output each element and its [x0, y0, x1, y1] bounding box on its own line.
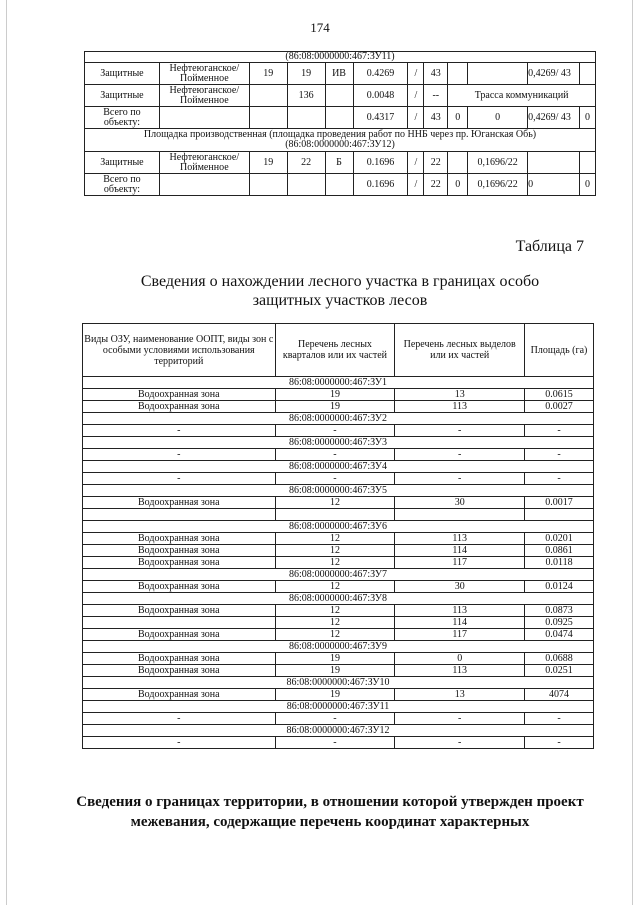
table-cell: Водоохранная зона	[83, 497, 276, 509]
table-cell: Б	[325, 152, 353, 174]
table-cell	[325, 174, 353, 196]
table-cell: /	[408, 174, 424, 196]
table-cell	[249, 85, 287, 107]
table-cell: 0.0017	[525, 497, 594, 509]
table-cell: 113	[395, 401, 525, 413]
table-cell: 19	[249, 152, 287, 174]
table-section-row	[83, 701, 594, 713]
table-cell: 19	[275, 653, 395, 665]
table-cell: 22	[424, 152, 448, 174]
table-section-row	[83, 677, 594, 689]
table-cell: 43	[424, 63, 448, 85]
table-row	[83, 665, 594, 677]
table-cell	[325, 107, 353, 129]
table-cell: 0.0861	[525, 545, 594, 557]
table-cell	[579, 63, 595, 85]
section-cell: 86:08:0000000:467:ЗУ4	[83, 461, 594, 473]
table-cell: 0.1696	[353, 174, 408, 196]
table-cell: 0.4317	[353, 107, 408, 129]
table-cell: 114	[395, 545, 525, 557]
table-row	[83, 473, 594, 485]
table-cell: 0.1696	[353, 152, 408, 174]
table-cell	[287, 174, 325, 196]
section-cell: 86:08:0000000:467:ЗУ6	[83, 521, 594, 533]
table-row	[85, 152, 596, 174]
table-cell	[159, 174, 249, 196]
header-cell: Виды ОЗУ, наименование ООПТ, виды зон с особыми условиями использования территорий	[83, 324, 276, 377]
table-row	[83, 401, 594, 413]
table-cell: 0.0615	[525, 389, 594, 401]
table-cell: -	[525, 713, 594, 725]
table-cell: -	[395, 737, 525, 749]
table-row	[85, 107, 596, 129]
table-cell	[287, 107, 325, 129]
scan-edge-right	[632, 0, 633, 905]
table-cell: 4074	[525, 689, 594, 701]
table-cell: 0	[395, 653, 525, 665]
section-cell: 86:08:0000000:467:ЗУ5	[83, 485, 594, 497]
table-cell: 0.0201	[525, 533, 594, 545]
table-cell: 0.0474	[525, 629, 594, 641]
table-cell: 12	[275, 557, 395, 569]
table-cell: Водоохранная зона	[83, 653, 276, 665]
table-cell: 19	[275, 689, 395, 701]
section-cell: 86:08:0000000:467:ЗУ10	[83, 677, 594, 689]
table-cell: 12	[275, 533, 395, 545]
table-row	[83, 713, 594, 725]
table-row	[83, 425, 594, 437]
table-cell: 30	[395, 497, 525, 509]
table-cell: Водоохранная зона	[83, 665, 276, 677]
table-cell: -	[83, 713, 276, 725]
table-cell: Нефтеюганское/ Пойменное	[159, 85, 249, 107]
table-cell	[468, 63, 528, 85]
table-cell	[448, 63, 468, 85]
section-cell: 86:08:0000000:467:ЗУ11	[83, 701, 594, 713]
table-cell: -	[395, 449, 525, 461]
table-row	[83, 689, 594, 701]
table-header-row	[83, 324, 594, 377]
table-cell: 12	[275, 629, 395, 641]
table-cell: -	[83, 737, 276, 749]
table-row	[83, 449, 594, 461]
protected-areas-table	[82, 323, 594, 749]
table-cell: 136	[287, 85, 325, 107]
header-cell: Перечень лесных кварталов или их частей	[275, 324, 395, 377]
table-section-row	[83, 521, 594, 533]
table-section-row	[83, 569, 594, 581]
section-cell: 86:08:0000000:467:ЗУ3	[83, 437, 594, 449]
section-heading: Сведения о нахождении лесного участка в границах особо защитных участков лесов	[140, 273, 540, 309]
table-cell: 12	[275, 545, 395, 557]
table-cell: -	[525, 449, 594, 461]
scan-edge-left	[6, 0, 7, 905]
table-cell: 0.0251	[525, 665, 594, 677]
table-cell: 0	[528, 174, 580, 196]
table-cell	[448, 152, 468, 174]
table-section-row	[85, 129, 596, 152]
table-cell: 30	[395, 581, 525, 593]
table-row	[83, 557, 594, 569]
forest-protection-table	[84, 51, 596, 196]
table-cell: -	[395, 713, 525, 725]
table-cell: 12	[275, 605, 395, 617]
table-cell: Водоохранная зона	[83, 689, 276, 701]
table-cell: 0	[448, 174, 468, 196]
table-row	[83, 497, 594, 509]
table-cell	[249, 174, 287, 196]
table-cell: 0,1696/22	[468, 152, 528, 174]
table-section-row	[83, 413, 594, 425]
table-cell: -	[83, 449, 276, 461]
table-cell: 0.0027	[525, 401, 594, 413]
table-row	[83, 509, 594, 521]
table-cell	[525, 509, 594, 521]
table-section-row	[83, 485, 594, 497]
table-section-row	[83, 593, 594, 605]
table-cell: Водоохранная зона	[83, 629, 276, 641]
table-cell: 117	[395, 557, 525, 569]
table-cell: 19	[275, 389, 395, 401]
table-cell: -	[525, 425, 594, 437]
page-number: 174	[310, 20, 330, 35]
table-cell: 19	[275, 401, 395, 413]
table-cell: -	[275, 449, 395, 461]
table-cell: 0	[579, 174, 595, 196]
table-section-row	[83, 461, 594, 473]
table-cell: Водоохранная зона	[83, 557, 276, 569]
table-cell: Защитные	[85, 152, 160, 174]
table-section-row	[85, 52, 596, 63]
table-cell: -	[275, 737, 395, 749]
table-cell: 0	[579, 107, 595, 129]
section-cell: 86:08:0000000:467:ЗУ8	[83, 593, 594, 605]
table-cell: -	[395, 425, 525, 437]
table-cell: 0,4269/ 43	[528, 107, 580, 129]
table-cell	[395, 509, 525, 521]
table-cell: 13	[395, 689, 525, 701]
table-cell: 117	[395, 629, 525, 641]
table-cell: 0.4269	[353, 63, 408, 85]
table-cell: /	[408, 107, 424, 129]
table-cell: Защитные	[85, 85, 160, 107]
section-cell: 86:08:0000000:467:ЗУ1	[83, 377, 594, 389]
table-cell	[159, 107, 249, 129]
table-cell: 12	[275, 617, 395, 629]
table-cell: 22	[424, 174, 448, 196]
table-cell: 19	[275, 665, 395, 677]
table-cell: Защитные	[85, 63, 160, 85]
table-cell: /	[408, 152, 424, 174]
table-cell: 0.0688	[525, 653, 594, 665]
table-cell: 12	[275, 581, 395, 593]
table-cell: 19	[249, 63, 287, 85]
table-section-row	[83, 641, 594, 653]
table-cell: Водоохранная зона	[83, 581, 276, 593]
section-cell: 86:08:0000000:467:ЗУ9	[83, 641, 594, 653]
table-cell: -	[83, 425, 276, 437]
table-cell: 0	[468, 107, 528, 129]
table-cell: Всего по объекту:	[85, 107, 160, 129]
table-cell: Водоохранная зона	[83, 389, 276, 401]
table-cell: 0.0124	[525, 581, 594, 593]
table-row	[83, 389, 594, 401]
table-row	[83, 653, 594, 665]
table-cell: Водоохранная зона	[83, 401, 276, 413]
table-cell: 113	[395, 665, 525, 677]
table-cell	[249, 107, 287, 129]
header-cell: Перечень лесных выделов или их частей	[395, 324, 525, 377]
table-section-row	[83, 377, 594, 389]
table-row	[83, 617, 594, 629]
table-cell: 19	[287, 63, 325, 85]
table-cell	[579, 152, 595, 174]
table-cell: -	[525, 737, 594, 749]
table-section-row	[83, 725, 594, 737]
table-cell: Нефтеюганское/ Пойменное	[159, 152, 249, 174]
table-cell: 13	[395, 389, 525, 401]
table-cell: -	[83, 473, 276, 485]
table-cell: --	[424, 85, 448, 107]
table-cell: 0	[448, 107, 468, 129]
table-cell: Всего по объекту:	[85, 174, 160, 196]
section-cell: Площадка производственная (площадка проведения работ по ННБ через пр. Юганская Обь) (86:08:0000000:467:ЗУ12)	[85, 129, 596, 152]
table-cell: 114	[395, 617, 525, 629]
table-cell: Водоохранная зона	[83, 605, 276, 617]
table-cell	[83, 617, 276, 629]
section-cell: 86:08:0000000:467:ЗУ12	[83, 725, 594, 737]
table-cell	[275, 509, 395, 521]
table-cell	[83, 509, 276, 521]
table-cell: /	[408, 63, 424, 85]
table-section-row	[83, 437, 594, 449]
table-cell: 0.0925	[525, 617, 594, 629]
table-row	[83, 533, 594, 545]
table-row	[83, 605, 594, 617]
header-cell: Площадь (га)	[525, 324, 594, 377]
table-cell: -	[275, 713, 395, 725]
table-cell: Трасса коммуникаций	[448, 85, 596, 107]
table-cell: 0.0118	[525, 557, 594, 569]
table-cell: Водоохранная зона	[83, 533, 276, 545]
table-row	[83, 545, 594, 557]
table-cell: -	[275, 473, 395, 485]
section-cell: (86:08:0000000:467:ЗУ11)	[85, 52, 596, 63]
table-cell: Водоохранная зона	[83, 545, 276, 557]
table-row	[83, 737, 594, 749]
table-row	[85, 85, 596, 107]
table-cell: /	[408, 85, 424, 107]
table-caption: Таблица 7	[515, 238, 584, 255]
table-cell: 113	[395, 533, 525, 545]
table-cell: 43	[424, 107, 448, 129]
section-cell: 86:08:0000000:467:ЗУ7	[83, 569, 594, 581]
table-cell: 113	[395, 605, 525, 617]
table-cell: 22	[287, 152, 325, 174]
table-row	[85, 63, 596, 85]
table-cell: 0.0873	[525, 605, 594, 617]
table-cell: 0.0048	[353, 85, 408, 107]
table-cell: -	[525, 473, 594, 485]
table-cell	[325, 85, 353, 107]
table-cell: -	[275, 425, 395, 437]
table-cell: -	[395, 473, 525, 485]
section-cell: 86:08:0000000:467:ЗУ2	[83, 413, 594, 425]
table-row	[83, 581, 594, 593]
table-row	[85, 174, 596, 196]
table-cell: 12	[275, 497, 395, 509]
table-cell: ИВ	[325, 63, 353, 85]
table-cell	[528, 152, 580, 174]
table-cell: 0,4269/ 43	[528, 63, 580, 85]
table-row	[83, 629, 594, 641]
table-cell: Нефтеюганское/ Пойменное	[159, 63, 249, 85]
table-cell: 0,1696/22	[468, 174, 528, 196]
bottom-heading: Сведения о границах территории, в отношении которой утвержден проект межевания, содержащие перечень координат характерных	[76, 794, 584, 830]
